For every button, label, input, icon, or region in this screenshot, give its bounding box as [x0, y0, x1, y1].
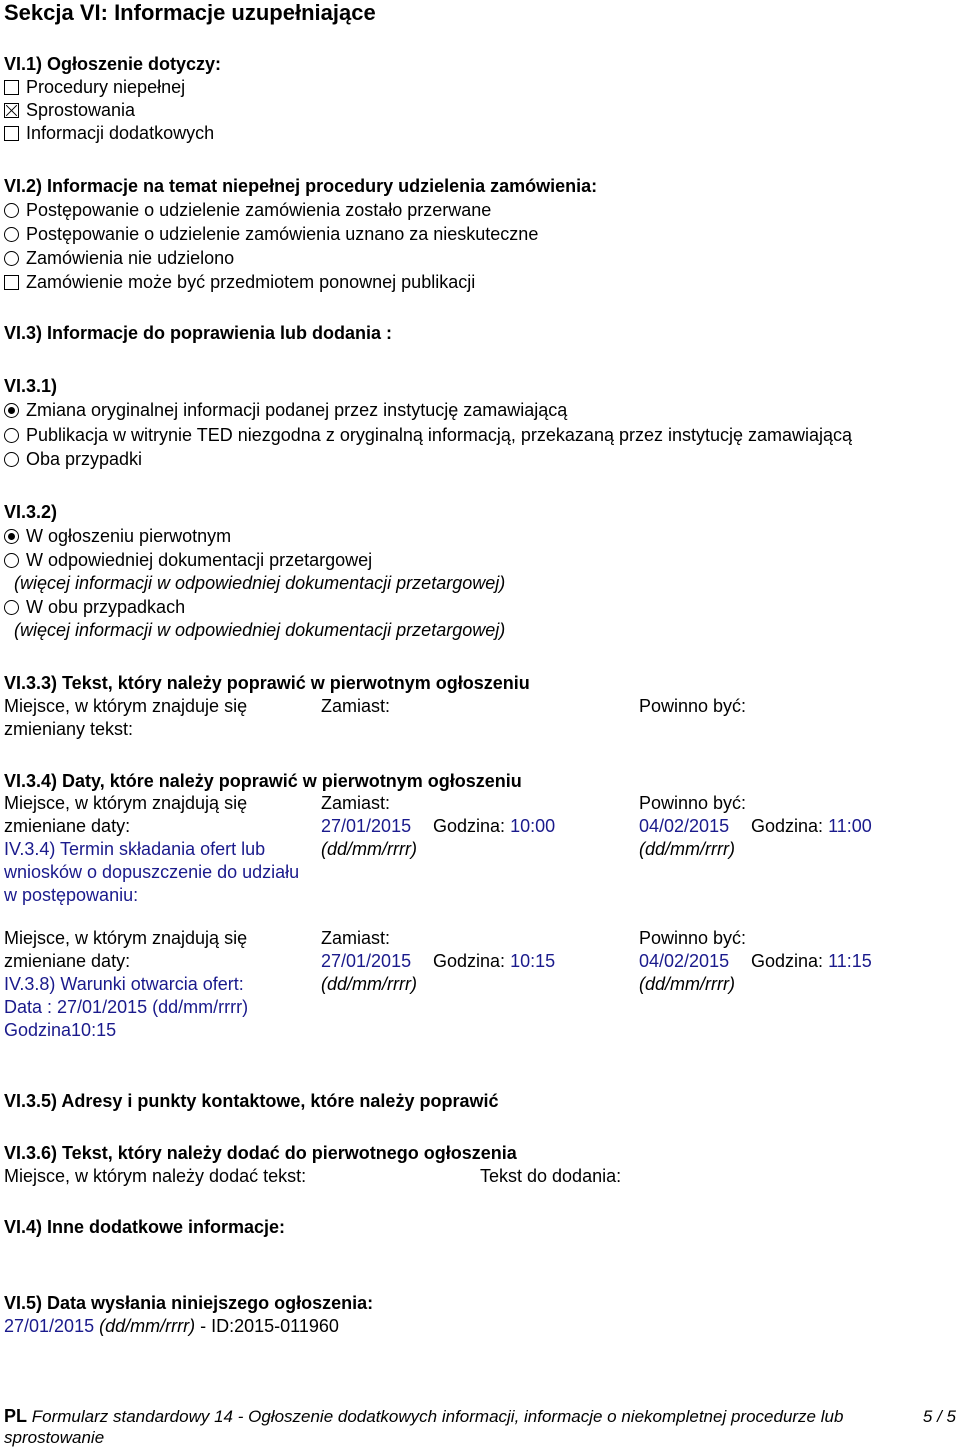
old-time: 10:15 [510, 951, 556, 971]
footer-text-cont: sprostowanie [4, 1428, 105, 1447]
vi35-title: VI.3.5) Adresy i punkty kontaktowe, które należy poprawić [4, 1091, 499, 1111]
vi34-col-place: Miejsce, w którym znajdują się [4, 793, 248, 813]
vi1-option-informacji[interactable] [4, 122, 214, 145]
date-format: (dd/mm/rrrr) [639, 839, 735, 859]
vi32-option-obu[interactable] [4, 596, 185, 619]
vi1-option-label: Informacji dodatkowych [26, 123, 215, 143]
vi36-col-place: Miejsce, w którym należy dodać tekst: [4, 1166, 307, 1186]
radio-icon [4, 251, 19, 266]
new-time: 11:15 [828, 951, 872, 971]
vi31-option-label: Oba przypadki [26, 449, 143, 469]
vi34-col-instead: Zamiast: [321, 928, 391, 948]
vi2-option-nieskuteczne[interactable] [4, 223, 538, 246]
vi34-col-place: Miejsce, w którym znajdują się [4, 928, 248, 948]
checkbox-icon [4, 126, 19, 141]
place-line: IV.3.8) Warunki otwarcia ofert: [4, 974, 244, 994]
radio-icon [4, 553, 19, 568]
vi33-col-should-be: Powinno być: [639, 696, 747, 716]
footer-lang: PL [4, 1406, 28, 1426]
vi3-title: VI.3) Informacje do poprawienia lub dodania : [4, 323, 393, 343]
time-label [433, 815, 555, 838]
vi2-option-przerwane[interactable] [4, 199, 491, 222]
date-format: (dd/mm/rrrr) [321, 974, 417, 994]
vi33-col-instead: Zamiast: [321, 696, 391, 716]
vi4-title: VI.4) Inne dodatkowe informacje: [4, 1217, 286, 1237]
vi2-option-ponownej-publikacji[interactable] [4, 271, 475, 294]
radio-icon [4, 203, 19, 218]
vi36-title: VI.3.6) Tekst, który należy dodać do pierwotnego ogłoszenia [4, 1143, 517, 1163]
vi34-col-instead: Zamiast: [321, 793, 391, 813]
radio-icon [4, 227, 19, 242]
radio-selected-icon [4, 529, 19, 544]
vi32-option-dokumentacji[interactable] [4, 549, 372, 572]
vi32-option-pierwotnym[interactable] [4, 525, 231, 548]
checkbox-icon [4, 275, 19, 290]
vi2-option-label: Zamówienia nie udzielono [26, 248, 235, 268]
vi34-col-place-cont: zmieniane daty: [4, 951, 131, 971]
vi34-col-place-cont: zmieniane daty: [4, 816, 131, 836]
godzina-label: Godzina: [751, 951, 824, 971]
vi32-title: VI.3.2) [4, 502, 58, 522]
checked-checkbox-icon [4, 103, 19, 118]
vi31-option-oba[interactable] [4, 448, 142, 471]
vi32-option-label: W obu przypadkach [26, 597, 186, 617]
vi34-col-should-be: Powinno być: [639, 928, 747, 948]
section-title: Sekcja VI: Informacje uzupełniające [4, 0, 376, 25]
place-line: Godzina10:15 [4, 1020, 117, 1040]
new-time: 11:00 [828, 816, 872, 836]
vi32-option-label: W odpowiedniej dokumentacji przetargowej [26, 550, 373, 570]
footer-text: Formularz standardowy 14 - Ogłoszenie dodatkowych informacji, informacje o niekompletnej procedurze lub [31, 1407, 844, 1426]
old-date: 27/01/2015 [321, 816, 412, 836]
vi31-option-label: Publikacja w witrynie TED niezgodna z oryginalną informacją, przekazaną przez instytucję zamawiającą [26, 425, 853, 445]
vi31-option-label: Zmiana oryginalnej informacji podanej przez instytucję zamawiającą [26, 400, 568, 420]
date-format: (dd/mm/rrrr) [639, 974, 735, 994]
vi33-title: VI.3.3) Tekst, który należy poprawić w pierwotnym ogłoszeniu [4, 673, 530, 693]
vi2-title: VI.2) Informacje na temat niepełnej procedury udzielenia zamówienia: [4, 176, 598, 196]
time-label [751, 950, 872, 973]
radio-selected-icon [4, 403, 19, 418]
vi1-option-label: Procedury niepełnej [26, 77, 186, 97]
radio-icon [4, 428, 19, 443]
old-date: 27/01/2015 [321, 951, 412, 971]
vi2-option-label: Zamówienie może być przedmiotem ponownej publikacji [26, 272, 476, 292]
new-date: 04/02/2015 [639, 951, 730, 971]
vi32-note: (więcej informacji w odpowiedniej dokumentacji przetargowej) [14, 620, 506, 640]
vi1-option-sprostowania[interactable] [4, 99, 135, 122]
radio-icon [4, 600, 19, 615]
place-line: IV.3.4) Termin składania ofert lub [4, 839, 266, 859]
vi32-note: (więcej informacji w odpowiedniej dokumentacji przetargowej) [14, 573, 506, 593]
radio-icon [4, 452, 19, 467]
godzina-label: Godzina: [433, 816, 506, 836]
vi2-option-label: Postępowanie o udzielenie zamówienia zostało przerwane [26, 200, 492, 220]
date-format: (dd/mm/rrrr) [99, 1316, 196, 1336]
time-label [433, 950, 555, 973]
vi31-option-ted[interactable] [4, 424, 852, 447]
time-label [751, 815, 872, 838]
vi1-option-procedury[interactable] [4, 76, 185, 99]
place-line: wniosków o dopuszczenie do udziału [4, 862, 300, 882]
godzina-label: Godzina: [433, 951, 506, 971]
vi36-col-text: Tekst do dodania: [480, 1166, 622, 1186]
vi2-option-label: Postępowanie o udzielenie zamówienia uznano za nieskuteczne [26, 224, 539, 244]
page-number: 5 / 5 [922, 1407, 956, 1426]
old-time: 10:00 [510, 816, 556, 836]
vi32-option-label: W ogłoszeniu pierwotnym [26, 526, 232, 546]
date-format: (dd/mm/rrrr) [321, 839, 417, 859]
vi5-title: VI.5) Data wysłania niniejszego ogłoszenia: [4, 1293, 374, 1313]
godzina-label: Godzina: [751, 816, 824, 836]
vi1-title: VI.1) Ogłoszenie dotyczy: [4, 54, 222, 74]
vi31-title: VI.3.1) [4, 376, 58, 396]
send-date: 27/01/2015 [4, 1316, 95, 1336]
vi33-col-place-cont: zmieniany tekst: [4, 719, 134, 739]
place-line: Data : 27/01/2015 (dd/mm/rrrr) [4, 997, 249, 1017]
place-line: w postępowaniu: [4, 885, 139, 905]
vi5-date-line [4, 1315, 339, 1338]
vi34-col-should-be: Powinno być: [639, 793, 747, 813]
notice-id: - ID:2015-011960 [200, 1316, 339, 1336]
vi1-option-label: Sprostowania [26, 100, 136, 120]
footer-line [4, 1406, 843, 1427]
vi2-option-nie-udzielono[interactable] [4, 247, 234, 270]
vi31-option-zmiana[interactable] [4, 399, 567, 422]
checkbox-icon [4, 80, 19, 95]
vi34-title: VI.3.4) Daty, które należy poprawić w pierwotnym ogłoszeniu [4, 771, 522, 791]
vi33-col-place: Miejsce, w którym znajduje się [4, 696, 248, 716]
new-date: 04/02/2015 [639, 816, 730, 836]
